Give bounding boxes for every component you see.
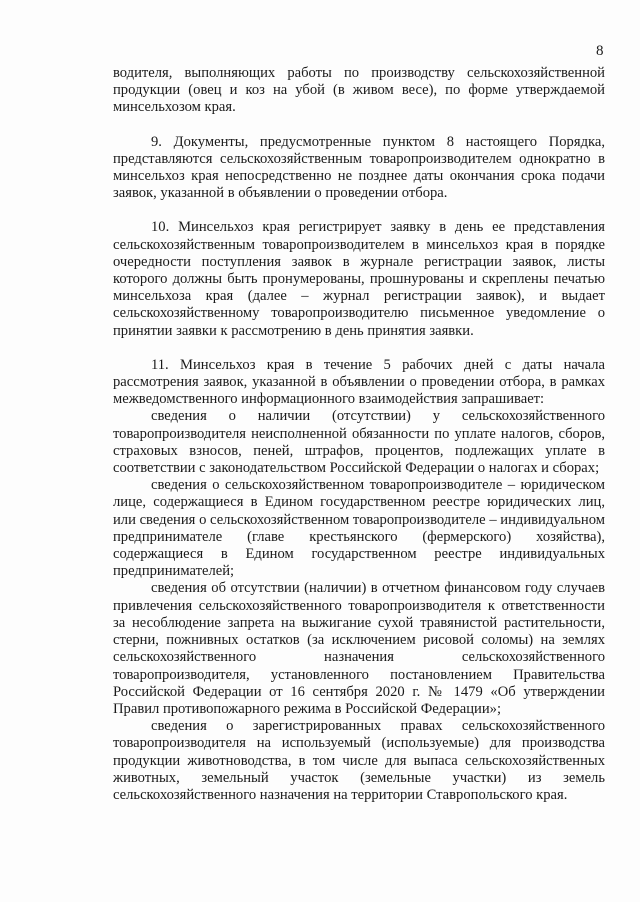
paragraph-item-10: 10. Минсельхоз края регистрирует заявку в день ее представления сельскохозяйственным товаропроизводителем в минсельхоз края в порядке очередности поступления заявок в журнале регистрации заявок, листы которого должны быть пронумерованы, прошнурованы и скреплены печатью минсельхоза края (далее – журнал регистрации заявок), и выдает сельскохозяйственному товаропроизводителю письменное уведомление о принятии заявки к рассмотрению в день принятия заявки. bbox=[113, 219, 605, 339]
paragraph-item-11: 11. Минсельхоз края в течение 5 рабочих дней с даты начала рассмотрения заявок, указанной в объявлении о проведении отбора, в рамках межведомственного информационного взаимодействия запрашивает: bbox=[113, 356, 605, 408]
paragraph-registry-info: сведения о сельскохозяйственном товаропроизводителе – юридическом лице, содержащиеся в Едином государственном реестре юридических лиц, или сведения о сельскохозяйственном товаропроизводителе – индивидуальном предпринимателе (главе крестьянского (фермерского) хозяйства), содержащиеся в Едином государственном реестре индивидуальных предпринимателей; bbox=[113, 477, 605, 580]
paragraph-tax-info: сведения о наличии (отсутствии) у сельскохозяйственного товаропроизводителя неисполненной обязанности по уплате налогов, сборов, страховых взносов, пеней, штрафов, процентов, подлежащих уплате в соответствии с законодательством Российской Федерации о налогах и сборах; bbox=[113, 408, 605, 477]
paragraph-land-rights: сведения о зарегистрированных правах сельскохозяйственного товаропроизводителя на используемый (используемые) для производства продукции животноводства, в том числе для выпаса сельскохозяйственных животных, земельный участок (земельные участки) из земель сельскохозяйственного назначения на территории Ставропольского края. bbox=[113, 718, 605, 803]
paragraph-fire-violations: сведения об отсутствии (наличии) в отчетном финансовом году случаев привлечения сельскохозяйственного товаропроизводителя к ответственности за несоблюдение запрета на выжигание сухой травянистой растительности, стерни, пожнивных остатков (за исключением рисовой соломы) на землях сельскохозяйственного назначения сельскохозяйственного товаропроизводителя, установленного постановлением Правительства Российской Федерации от 16 сентября 2020 г. № 1479 «Об утверждении Правил противопожарного режима в Российской Федерации»; bbox=[113, 580, 605, 717]
paragraph-item-9: 9. Документы, предусмотренные пунктом 8 настоящего Порядка, представляются сельскохозяйственным товаропроизводителем однократно в минсельхоз края непосредственно не позднее даты окончания срока подачи заявок, указанной в объявлении о проведении отбора. bbox=[113, 133, 605, 202]
page-number: 8 bbox=[596, 43, 604, 59]
document-body bbox=[113, 65, 605, 804]
paragraph-continuation: водителя, выполняющих работы по производству сельскохозяйственной продукции (овец и коз на убой (в живом весе), по форме утверждаемой минсельхозом края. bbox=[113, 65, 605, 116]
